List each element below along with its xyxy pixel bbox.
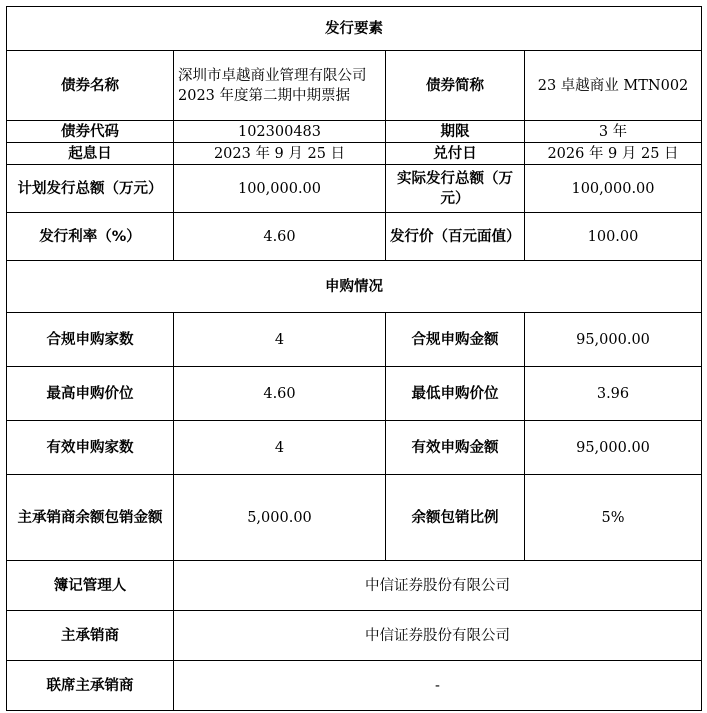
compliant-count-label: 合规申购家数 bbox=[7, 313, 174, 367]
joint-lead-label: 联席主承销商 bbox=[7, 661, 174, 711]
bookrunner-label: 簿记管理人 bbox=[7, 561, 174, 611]
term-value: 3 年 bbox=[525, 121, 702, 143]
joint-lead-value: - bbox=[174, 661, 702, 711]
valid-amount-value: 95,000.00 bbox=[525, 421, 702, 475]
value-date-label: 起息日 bbox=[7, 143, 174, 165]
compliant-count-value: 4 bbox=[174, 313, 386, 367]
short-name-label: 债券简称 bbox=[386, 51, 525, 121]
bond-name-label: 债券名称 bbox=[7, 51, 174, 121]
term-label: 期限 bbox=[386, 121, 525, 143]
valid-count-label: 有效申购家数 bbox=[7, 421, 174, 475]
section-title-issuance: 发行要素 bbox=[7, 7, 702, 51]
planned-total-value: 100,000.00 bbox=[174, 165, 386, 213]
lead-underwriter-label: 主承销商 bbox=[7, 611, 174, 661]
issue-rate-label: 发行利率（%） bbox=[7, 213, 174, 261]
issue-price-label: 发行价（百元面值） bbox=[386, 213, 525, 261]
actual-total-label: 实际发行总额（万元） bbox=[386, 165, 525, 213]
bookrunner-value: 中信证券股份有限公司 bbox=[174, 561, 702, 611]
issue-rate-value: 4.60 bbox=[174, 213, 386, 261]
underwriter-balance-value: 5,000.00 bbox=[174, 475, 386, 561]
balance-ratio-value: 5% bbox=[525, 475, 702, 561]
bond-code-value: 102300483 bbox=[174, 121, 386, 143]
lowest-price-label: 最低申购价位 bbox=[386, 367, 525, 421]
lead-underwriter-value: 中信证券股份有限公司 bbox=[174, 611, 702, 661]
valid-count-value: 4 bbox=[174, 421, 386, 475]
highest-price-label: 最高申购价位 bbox=[7, 367, 174, 421]
compliant-amount-label: 合规申购金额 bbox=[386, 313, 525, 367]
bond-code-label: 债券代码 bbox=[7, 121, 174, 143]
maturity-date-label: 兑付日 bbox=[386, 143, 525, 165]
valid-amount-label: 有效申购金额 bbox=[386, 421, 525, 475]
section-title-subscription: 申购情况 bbox=[7, 261, 702, 313]
balance-ratio-label: 余额包销比例 bbox=[386, 475, 525, 561]
issue-price-value: 100.00 bbox=[525, 213, 702, 261]
actual-total-value: 100,000.00 bbox=[525, 165, 702, 213]
planned-total-label: 计划发行总额（万元） bbox=[7, 165, 174, 213]
value-date-value: 2023 年 9 月 25 日 bbox=[174, 143, 386, 165]
bond-name-value: 深圳市卓越商业管理有限公司 2023 年度第二期中期票据 bbox=[174, 51, 386, 121]
short-name-value: 23 卓越商业 MTN002 bbox=[525, 51, 702, 121]
lowest-price-value: 3.96 bbox=[525, 367, 702, 421]
compliant-amount-value: 95,000.00 bbox=[525, 313, 702, 367]
maturity-date-value: 2026 年 9 月 25 日 bbox=[525, 143, 702, 165]
bond-issuance-table bbox=[6, 6, 702, 711]
highest-price-value: 4.60 bbox=[174, 367, 386, 421]
underwriter-balance-label: 主承销商余额包销金额 bbox=[7, 475, 174, 561]
